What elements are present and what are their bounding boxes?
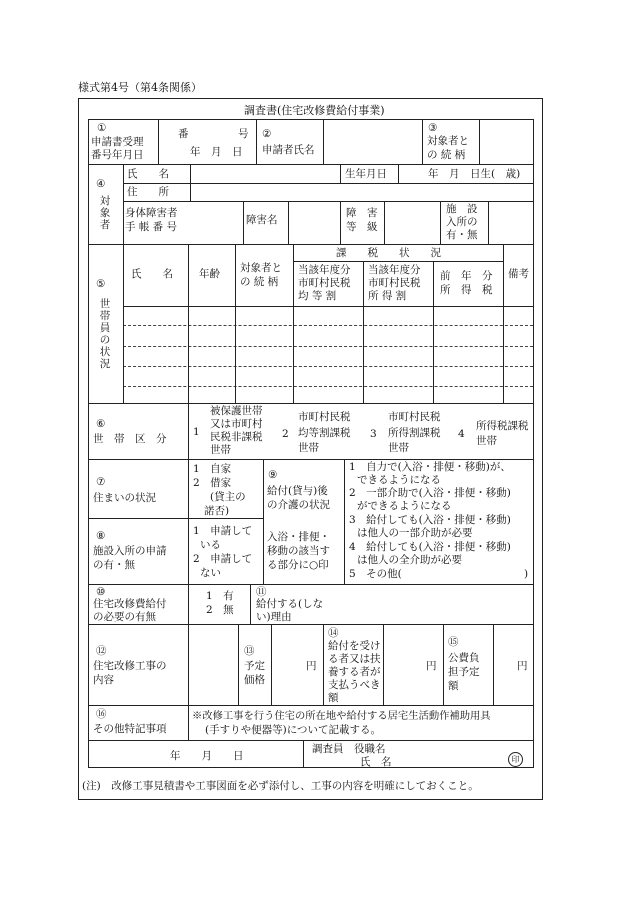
sec6-label: 世 帯 区 分 (93, 433, 167, 445)
dob-value: 年 月 日生( 歳) (428, 168, 521, 180)
sec4-num: ④ (96, 178, 106, 190)
sec6-opt2-1: 市町村民税 (298, 411, 351, 423)
sec15-label-1: 公費負 (448, 652, 480, 664)
sec8-opt1: 1 申請して (193, 525, 253, 537)
sec13-num: ⑬ (244, 645, 255, 657)
sec10-opt1: 1 有 (206, 590, 234, 602)
sec8-opt2b: ない (200, 567, 221, 579)
sec14-label-3: 養する者が (328, 666, 381, 678)
footnote: (注) 改修工事見積書や工事図面を必ず添付し、工事の内容を明確にしておくこと。 (82, 780, 479, 792)
sec8-num: ⑧ (96, 530, 106, 542)
sec14-label-1: 給付を受け (328, 640, 381, 652)
sec1-date: 年 月 日 (190, 146, 243, 158)
row-divider (123, 386, 533, 387)
sec16-num: ⑯ (96, 708, 107, 720)
tax2-label-3: 所 得 割 (368, 290, 407, 302)
care-opt2: 2 一部介助で(入浴・排便・移動) (349, 487, 511, 499)
sec6-opt1-4: 世帯 (210, 444, 231, 456)
sec1-go: 号 (238, 128, 249, 140)
sec7-num: ⑦ (96, 476, 106, 488)
sec9-note-2: 移動の該当す (267, 545, 330, 557)
sec16-text-1: ※改修工事を行う住宅の所在地や給付する居宅生活動作補助用具 (192, 710, 491, 722)
sec14-label-4: 支払うべき (328, 679, 381, 691)
sec3-num: ③ (428, 122, 438, 134)
tax3-label-1: 前 年 分 (440, 270, 493, 282)
sec9-note-3: る部分に○印 (267, 559, 329, 571)
sec14-num: ⑭ (328, 627, 339, 639)
sec12-label-1: 住宅改修工事の (93, 660, 167, 672)
sec6-opt1-2: 又は市町村 (210, 418, 263, 430)
sec14-yen: 円 (426, 660, 437, 672)
facility-label-2: 入所の (446, 216, 478, 228)
care-opt1: 1 自力で(入浴・排便・移動)が、 (349, 461, 511, 473)
sec6-opt4-num: 4 (458, 428, 465, 440)
sec15-num: ⑮ (448, 636, 459, 648)
sec9-num: ⑨ (268, 469, 278, 481)
seal-mark: 印 (508, 752, 523, 767)
sec7-opt1: 1 自家 (193, 463, 232, 475)
row-divider (123, 346, 533, 347)
sec10-opt2: 2 無 (206, 604, 234, 616)
sec7-opt2: 2 借家 (193, 477, 232, 489)
sec6-opt2-3: 世帯 (298, 442, 319, 454)
sec5-vertical-label: 世帯員の状況 (99, 298, 111, 370)
sec10-label-2: の必要の有無 (93, 611, 156, 623)
address-label: 住 所 (127, 186, 169, 198)
sec14-label-5: 額 (328, 692, 339, 704)
sec6-opt3-2: 所得割課税 (388, 427, 441, 439)
grade-label-1: 障 害 (346, 207, 378, 219)
tax2-label-1: 当該年度分 (368, 264, 421, 276)
sec6-opt2-2: 均等割課税 (298, 427, 351, 439)
sec15-label-3: 額 (448, 680, 459, 692)
sec4-vertical-label: 対象者 (99, 195, 111, 231)
sec1-num: ① (97, 122, 107, 134)
form-id: 様式第4号（第4条関係） (78, 81, 202, 94)
col-name: 氏 名 (131, 268, 173, 280)
sec2-num: ② (262, 128, 272, 140)
sec1-ban: 番 (178, 128, 189, 140)
sec8-label-1: 施設入所の申請 (93, 545, 167, 557)
care-opt4: 4 給付しても(入浴・排便・移動) (349, 541, 511, 553)
care-opt2b: ができるようになる (357, 500, 452, 512)
sec9-label-2: の介護の状況 (267, 499, 330, 511)
sec3-label-1: 対象者と (427, 135, 469, 147)
sec1-label-2: 番号年月日 (91, 149, 144, 161)
row-divider (123, 366, 533, 367)
care-opt4b: は他人の全介助が必要 (357, 554, 462, 566)
sec15-yen: 円 (517, 660, 528, 672)
col-age: 年齢 (199, 268, 220, 280)
dob-label: 生年月日 (345, 168, 387, 180)
care-opt5-end: ) (524, 568, 529, 580)
care-opt5: 5 その他( (349, 568, 402, 580)
facility-label-1: 施 設 (446, 203, 478, 215)
sec10-label-1: 住宅改修費給付 (93, 598, 167, 610)
col-note: 備考 (508, 268, 529, 280)
sec10-num: ⑩ (96, 586, 106, 598)
sec8-label-2: の有・無 (93, 559, 135, 571)
sec6-opt1-num: 1 (193, 426, 200, 438)
sec8-opt2: 2 申請して (193, 553, 253, 565)
sec6-opt3-1: 市町村民税 (388, 411, 441, 423)
sec6-opt3-num: 3 (370, 428, 377, 440)
sec6-opt1-3: 民税非課税 (210, 431, 263, 443)
sec9-note-1: 入浴・排便・ (267, 531, 330, 543)
sec8-opt1b: いる (200, 539, 221, 551)
sec1-label-1: 申請書受理 (91, 136, 144, 148)
cert-label-1: 身体障害者 (125, 207, 178, 219)
investigator-title: 調査員 役職名 (312, 743, 386, 755)
sec13-yen: 円 (306, 660, 317, 672)
sec3-label-2: の 続 柄 (427, 149, 466, 161)
disability-name-label: 障害名 (246, 214, 278, 226)
signature-date: 年 月 日 (170, 750, 244, 762)
sec6-opt4-2: 世帯 (476, 435, 497, 447)
sec6-opt1-1: 被保護世帯 (210, 405, 263, 417)
cert-label-2: 手 帳 番 号 (125, 221, 178, 233)
sec16-label: その他特記事項 (93, 723, 167, 735)
col-relation-1: 対象者と (240, 262, 282, 274)
form-title: 調査書(住宅改修費給付事業) (244, 104, 385, 117)
col-relation-2: の 続 柄 (240, 276, 279, 288)
tax-header: 課 税 状 況 (336, 247, 441, 259)
sec11-label-2: い)理由 (256, 611, 292, 623)
row-divider (123, 325, 533, 326)
tax2-label-2: 市町村民税 (368, 277, 421, 289)
care-opt3: 3 給付しても(入浴・排便・移動) (349, 514, 511, 526)
facility-label-3: 有・無 (446, 229, 478, 241)
sec15-label-2: 担予定 (448, 666, 480, 678)
sec7-label: 住まいの状況 (93, 492, 156, 504)
investigator-name: 氏 名 (360, 756, 392, 768)
sec13-label-1: 予定 (244, 660, 265, 672)
sec6-num: ⑥ (96, 418, 106, 430)
care-opt3b: は他人の一部介助が必要 (357, 527, 473, 539)
sec6-opt4-1: 所得税課税 (476, 420, 529, 432)
sec2-label: 申請者氏名 (262, 144, 315, 156)
sec11-label-1: 給付する(しな (256, 598, 324, 610)
sec6-opt2-num: 2 (282, 428, 289, 440)
tax3-label-2: 所 得 税 (440, 284, 493, 296)
sec12-num: ⑫ (96, 645, 107, 657)
care-opt1b: できるようになる (357, 474, 441, 486)
sec5-num: ⑤ (96, 278, 106, 290)
sec16-text-2: (手すりや便器等)について記載する。 (205, 724, 381, 736)
sec9-label-1: 給付(貸与)後 (267, 485, 328, 497)
tax1-label-3: 均 等 割 (298, 290, 337, 302)
sec7-opt2b: (貸主の (210, 491, 246, 503)
subject-name-label: 氏 名 (127, 168, 169, 180)
tax1-label-1: 当該年度分 (298, 264, 351, 276)
sec7-opt2c: 諾否) (204, 505, 230, 517)
sec6-opt3-3: 世帯 (388, 442, 409, 454)
grade-label-2: 等 級 (346, 221, 378, 233)
tax1-label-2: 市町村民税 (298, 277, 351, 289)
sec11-num: ⑪ (256, 586, 267, 598)
sec13-label-2: 価格 (244, 674, 265, 686)
sec12-label-2: 内容 (93, 674, 114, 686)
sec14-label-2: る者又は扶 (328, 653, 381, 665)
